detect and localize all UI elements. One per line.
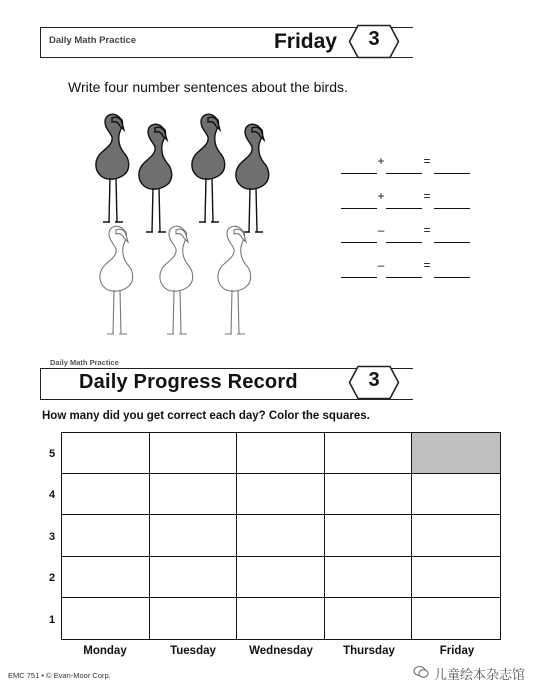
- grid-square[interactable]: [62, 474, 150, 515]
- answer-blank[interactable]: [341, 208, 377, 209]
- dark-flamingo-icon: [139, 124, 172, 232]
- light-flamingos: [100, 226, 251, 334]
- equals-sign: =: [423, 154, 431, 168]
- grid-square-shaded[interactable]: [412, 433, 500, 474]
- week-number: 3: [368, 28, 380, 50]
- answer-blank[interactable]: [386, 277, 422, 278]
- answer-blank[interactable]: [386, 173, 422, 174]
- header-day-title: Friday: [273, 30, 337, 53]
- chat-bubble-icon: [413, 665, 429, 679]
- day-label: Thursday: [343, 645, 395, 657]
- answer-blank[interactable]: [341, 277, 377, 278]
- grid-square[interactable]: [150, 433, 238, 474]
- progress-grid: [61, 432, 501, 640]
- answer-blank[interactable]: [386, 242, 422, 243]
- answer-blank[interactable]: [341, 242, 377, 243]
- grid-square[interactable]: [237, 433, 325, 474]
- day-label: Monday: [83, 645, 127, 657]
- grid-square[interactable]: [412, 598, 500, 639]
- operator-sign: –: [377, 258, 385, 272]
- dark-flamingo-icon: [192, 114, 225, 222]
- grid-square[interactable]: [412, 557, 500, 598]
- grid-square[interactable]: [325, 557, 413, 598]
- light-flamingo-icon: [218, 226, 251, 334]
- equals-sign: =: [423, 189, 431, 203]
- progress-title: Daily Progress Record: [79, 371, 298, 393]
- operator-sign: –: [377, 223, 385, 237]
- row-label: 5: [48, 448, 56, 460]
- footer-credit: EMC 751 • © Evan-Moor Corp.: [8, 671, 111, 680]
- activity-instruction: Write four number sentences about the birds.: [68, 79, 348, 95]
- grid-square[interactable]: [237, 557, 325, 598]
- progress-instruction: How many did you get correct each day? Color the squares.: [42, 410, 370, 422]
- answer-blank[interactable]: [434, 277, 470, 278]
- week-number-badge: [348, 24, 400, 59]
- watermark-text: 儿童绘本杂志馆: [434, 667, 526, 682]
- dark-flamingos: [96, 114, 269, 232]
- grid-square[interactable]: [237, 515, 325, 556]
- answer-blank[interactable]: [434, 208, 470, 209]
- grid-square[interactable]: [325, 433, 413, 474]
- grid-square[interactable]: [150, 557, 238, 598]
- grid-square[interactable]: [150, 515, 238, 556]
- light-flamingo-icon: [160, 226, 193, 334]
- grid-square[interactable]: [62, 557, 150, 598]
- light-flamingo-icon: [100, 226, 133, 334]
- row-label: 1: [48, 614, 56, 626]
- answer-blank[interactable]: [434, 173, 470, 174]
- progress-week-number: 3: [368, 369, 380, 391]
- dark-flamingo-icon: [96, 114, 129, 222]
- header-small-title: Daily Math Practice: [49, 35, 137, 46]
- grid-square[interactable]: [237, 598, 325, 639]
- equals-sign: =: [423, 258, 431, 272]
- day-label: Tuesday: [170, 645, 216, 657]
- grid-square[interactable]: [62, 515, 150, 556]
- grid-square[interactable]: [325, 515, 413, 556]
- row-label: 3: [48, 531, 56, 543]
- grid-square[interactable]: [237, 474, 325, 515]
- answer-blank[interactable]: [341, 173, 377, 174]
- grid-square[interactable]: [412, 474, 500, 515]
- operator-sign: +: [377, 189, 385, 203]
- day-label: Friday: [439, 645, 475, 657]
- equals-sign: =: [423, 223, 431, 237]
- row-label: 2: [48, 572, 56, 584]
- grid-square[interactable]: [325, 598, 413, 639]
- grid-square[interactable]: [412, 515, 500, 556]
- flamingo-illustration: [88, 110, 288, 335]
- grid-square[interactable]: [150, 474, 238, 515]
- answer-blank[interactable]: [386, 208, 422, 209]
- progress-week-badge: [348, 365, 400, 400]
- answer-blank[interactable]: [434, 242, 470, 243]
- grid-square[interactable]: [325, 474, 413, 515]
- dark-flamingo-icon: [236, 124, 269, 232]
- day-label: Wednesday: [249, 645, 313, 657]
- row-label: 4: [48, 489, 56, 501]
- grid-square[interactable]: [62, 598, 150, 639]
- progress-small-title: Daily Math Practice: [50, 358, 119, 367]
- grid-square[interactable]: [62, 433, 150, 474]
- grid-square[interactable]: [150, 598, 238, 639]
- operator-sign: +: [377, 154, 385, 168]
